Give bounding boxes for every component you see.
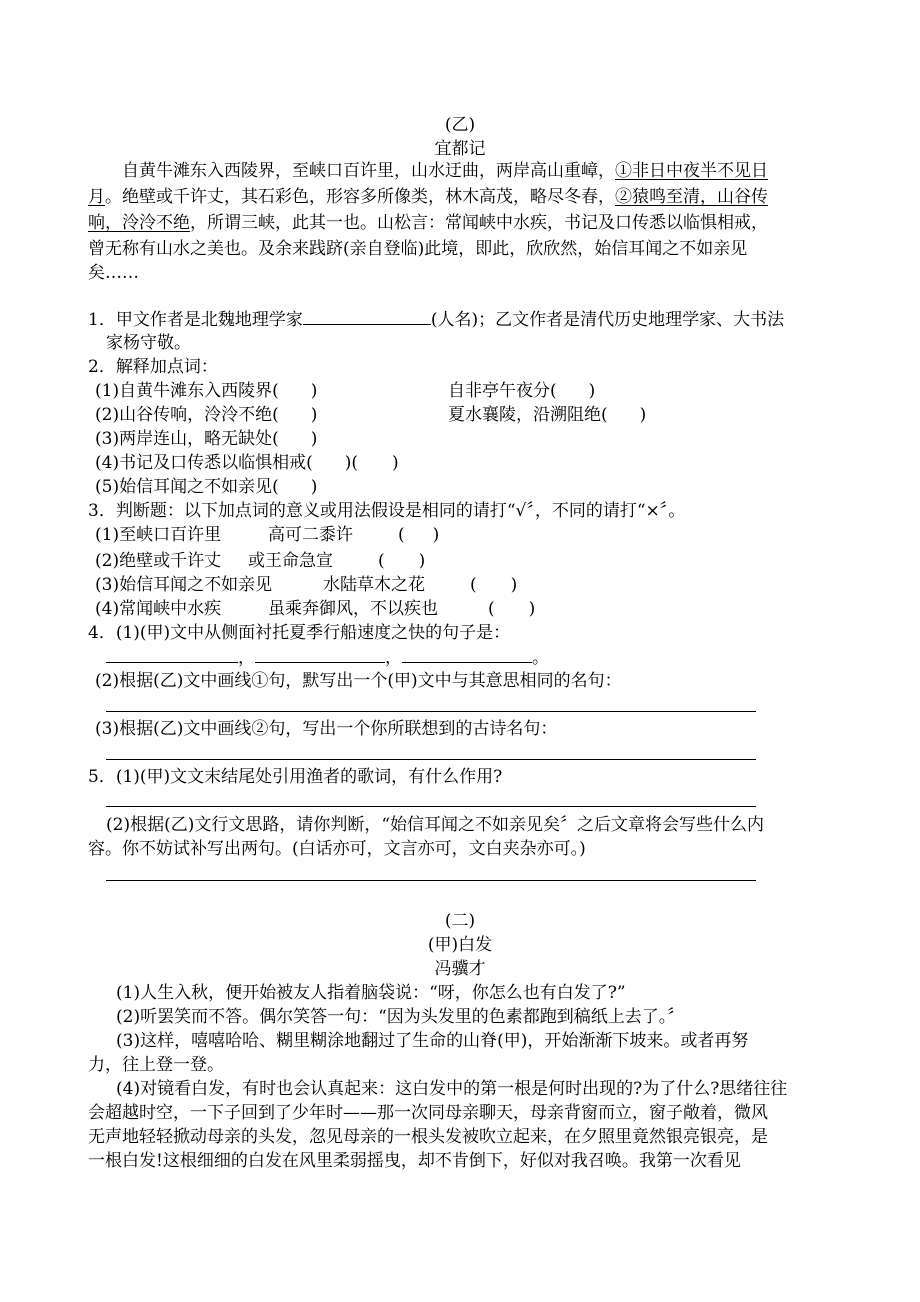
q3-item-1a: (1)至峡口百许里: [95, 525, 222, 545]
q3-answer-4[interactable]: ( ): [488, 599, 536, 619]
q2-item-3: (3)两岸连山，略无缺处( ): [95, 429, 318, 449]
paragraph-4-line-4: 一根白发!这根细细的白发在风里柔弱摇曳，却不肯倒下，好似对我召唤。我第一次看见: [88, 1151, 741, 1171]
question-5-part-2-cont: 容。你不妨试补写出两句。(白话亦可，文言亦可，文白夹杂亦可。): [88, 839, 586, 859]
paragraph-4: (4)对镜看白发，有时也会认真起来：这白发中的第一根是何时出现的?为了什么?思绪往往: [116, 1079, 788, 1099]
q3-item-4b: 虽乘奔御风，不以疾也: [268, 599, 438, 619]
paragraph-3: (3)这样，嘻嘻哈哈、糊里糊涂地翻过了生命的山脊(甲)，开始渐渐下坡来。或者再努: [116, 1031, 749, 1051]
passage-author: 冯骥才: [434, 959, 486, 979]
question-5-part-2: (2)根据(乙)文行文思路，请你判断，“始信耳闻之不如亲见矣〞之后文章将会写些什么内: [106, 815, 765, 835]
section-label-er: (二): [444, 911, 476, 931]
paragraph-4-line-3: 无声地轻轻掀动母亲的头发，忽见母亲的一根头发被吹立起来，在夕照里竟然银亮银亮，是: [88, 1127, 768, 1147]
passage-line-1: 自黄牛滩东入西陵界，至峡口百许里，山水迂曲，两岸高山重嶂，①非日中夜半不见日: [122, 161, 768, 181]
paragraph-3-cont: 力，往上登一登。: [88, 1055, 224, 1075]
q3-item-2a: (2)绝壁或千许丈: [95, 551, 222, 571]
q2-item-1a: (1)自黄牛滩东入西陵界( ): [95, 381, 318, 401]
question-2-head: 2．解释加点词：: [88, 357, 218, 377]
q3-item-3b: 水陆草木之花: [323, 575, 425, 595]
paragraph-2: (2)听罢笑而不答。偶尔笑答一句：“因为头发里的色素都跑到稿纸上去了。〞: [116, 1007, 685, 1027]
question-4-part-2: (2)根据(乙)文中画线①句，默写出一个(甲)文中与其意思相同的名句：: [95, 671, 622, 691]
q2-item-5: (5)始信耳闻之不如亲见( ): [95, 477, 318, 497]
q3-item-1b: 高可二黍许: [268, 525, 353, 545]
q2-item-1b: 自非亭午夜分( ): [448, 381, 596, 401]
paragraph-4-line-2: 会超越时空，一下子回到了少年时——那一次同母亲聊天，母亲背窗而立，窗子敞着，微风: [88, 1103, 768, 1123]
answer-line[interactable]: [106, 711, 756, 712]
answer-line[interactable]: [106, 880, 756, 881]
passage-title-baifa: (甲)白发: [427, 935, 493, 955]
question-1-cont: 家杨守敬。: [106, 333, 191, 353]
question-5-part-1: 5．(1)(甲)文文末结尾处引用渔者的歌词，有什么作用?: [88, 767, 503, 787]
answer-line[interactable]: [106, 759, 756, 760]
q3-item-4a: (4)常闻峡中水疾: [95, 599, 222, 619]
question-3-head: 3．判断题：以下加点词的意义或用法假设是相同的请打“√〞，不同的请打“×〞。: [88, 501, 686, 521]
q3-answer-3[interactable]: ( ): [470, 575, 518, 595]
passage-line-3: 响，泠泠不绝，所谓三峡，此其一也。山松言：常闻峡中水疾，书记及口传悉以临惧相戒，: [88, 213, 768, 233]
underlined-sentence-2: ②猿鸣至清，山谷传: [615, 187, 768, 207]
underlined-sentence-1-end: 月: [88, 187, 105, 207]
q2-item-2b: 夏水襄陵，沿溯阻绝( ): [448, 405, 647, 425]
passage-title-yiduji: 宜都记: [434, 139, 486, 159]
q3-item-3a: (3)始信耳闻之不如亲见: [95, 575, 273, 595]
q3-answer-2[interactable]: ( ): [378, 551, 426, 571]
answer-line[interactable]: [106, 806, 756, 807]
underlined-sentence-1: ①非日中夜半不见日: [615, 161, 768, 181]
section-label-yi: (乙): [444, 115, 476, 135]
passage-line-2: 月。绝壁或千许丈，其石彩色，形容多所像类，林木高茂，略尽冬春，②猿鸣至清，山谷传: [88, 187, 768, 207]
passage-line-4: 曾无称有山水之美也。及余来践跻(亲自登临)此境，即此，欣欣然，始信耳闻之不如亲见: [88, 239, 748, 259]
q3-item-2b: 或王命急宣: [248, 551, 333, 571]
question-4-part-3: (3)根据(乙)文中画线②句，写出一个你所联想到的古诗名句：: [95, 719, 558, 739]
paragraph-1: (1)人生入秋，便开始被友人指着脑袋说：“呀，你怎么也有白发了?”: [116, 983, 626, 1003]
answer-blank[interactable]: [303, 308, 431, 325]
q2-item-4: (4)书记及口传悉以临惧相戒( )( ): [95, 453, 399, 473]
passage-line-5: 矣……: [88, 263, 139, 283]
q2-item-2a: (2)山谷传响，泠泠不绝( ): [95, 405, 318, 425]
q4-answer-blanks: ， ， 。: [106, 646, 549, 669]
question-1: 1．甲文作者是北魏地理学家 (人名)；乙文作者是清代历史地理学家、大书法: [88, 310, 785, 330]
q3-answer-1[interactable]: ( ): [398, 525, 440, 545]
underlined-sentence-2-end: 响，泠泠不绝: [88, 213, 190, 233]
question-4-part-1: 4．(1)(甲)文中从侧面衬托夏季行船速度之快的句子是：: [88, 623, 511, 643]
